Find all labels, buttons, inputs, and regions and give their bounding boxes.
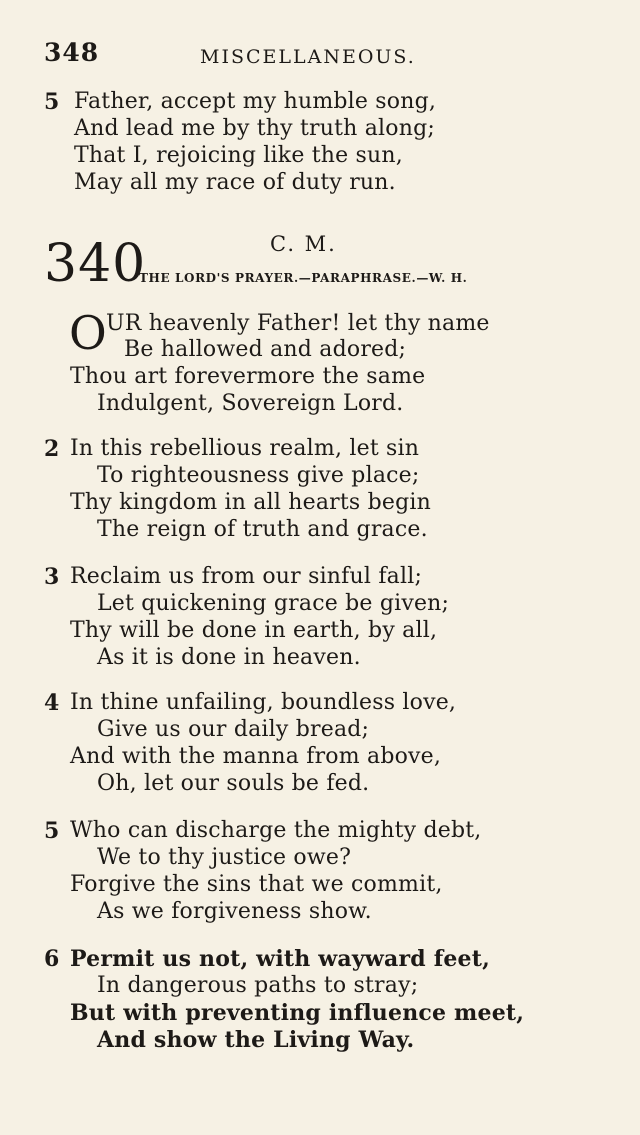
- stanza-5-number: 5: [44, 818, 60, 844]
- stanza-1-line-1: UR heavenly Father! let thy name: [106, 311, 490, 336]
- hymn-meter: C. M.: [270, 232, 337, 256]
- stanza-2-line-3: Thy kingdom in all hearts begin: [70, 490, 431, 515]
- section-title: MISCELLANEOUS.: [200, 46, 416, 68]
- hymn-subtitle: THE LORD'S PRAYER.—PARAPHRASE.—W. H.: [139, 271, 468, 285]
- stanza-6-line-3: But with preventing influence meet,: [70, 1000, 525, 1026]
- page-number: 348: [44, 38, 100, 67]
- stanza-2-line-2: To righteousness give place;: [97, 463, 420, 488]
- drop-cap: O: [69, 306, 107, 360]
- prev-stanza-number: 5: [44, 89, 60, 115]
- stanza-2-line-1: In this rebellious realm, let sin: [70, 436, 420, 461]
- stanza-1-line-4: Indulgent, Sovereign Lord.: [97, 391, 404, 416]
- stanza-4-line-4: Oh, let our souls be fed.: [97, 771, 370, 796]
- stanza-5-line-1: Who can discharge the mighty debt,: [70, 818, 482, 843]
- prev-stanza-line-3: That I, rejoicing like the sun,: [74, 143, 403, 168]
- stanza-3-line-3: Thy will be done in earth, by all,: [70, 618, 438, 643]
- prev-stanza-line-4: May all my race of duty run.: [74, 170, 396, 195]
- stanza-6-line-1: Permit us not, with wayward feet,: [70, 946, 490, 972]
- stanza-4-number: 4: [44, 690, 60, 716]
- stanza-3-line-1: Reclaim us from our sinful fall;: [70, 564, 423, 589]
- stanza-6-line-2: In dangerous paths to stray;: [97, 973, 419, 998]
- hymn-number: 340: [44, 234, 147, 294]
- stanza-1-line-3: Thou art forevermore the same: [70, 364, 426, 389]
- prev-stanza-line-2: And lead me by thy truth along;: [74, 116, 435, 141]
- stanza-5-line-4: As we forgiveness show.: [97, 899, 372, 924]
- stanza-2-number: 2: [44, 436, 60, 462]
- stanza-4-line-2: Give us our daily bread;: [97, 717, 370, 742]
- stanza-6-number: 6: [44, 946, 60, 972]
- stanza-3-line-2: Let quickening grace be given;: [97, 591, 450, 616]
- stanza-4-line-3: And with the manna from above,: [70, 744, 442, 769]
- prev-stanza-line-1: Father, accept my humble song,: [74, 89, 437, 114]
- stanza-2-line-4: The reign of truth and grace.: [97, 517, 428, 542]
- stanza-6-line-4: And show the Living Way.: [97, 1027, 415, 1053]
- stanza-4-line-1: In thine unfailing, boundless love,: [70, 690, 457, 715]
- stanza-5-line-3: Forgive the sins that we commit,: [70, 872, 443, 897]
- stanza-3-number: 3: [44, 564, 60, 590]
- stanza-3-line-4: As it is done in heaven.: [97, 645, 361, 670]
- stanza-5-line-2: We to thy justice owe?: [97, 845, 352, 870]
- stanza-1-line-2: Be hallowed and adored;: [124, 337, 407, 362]
